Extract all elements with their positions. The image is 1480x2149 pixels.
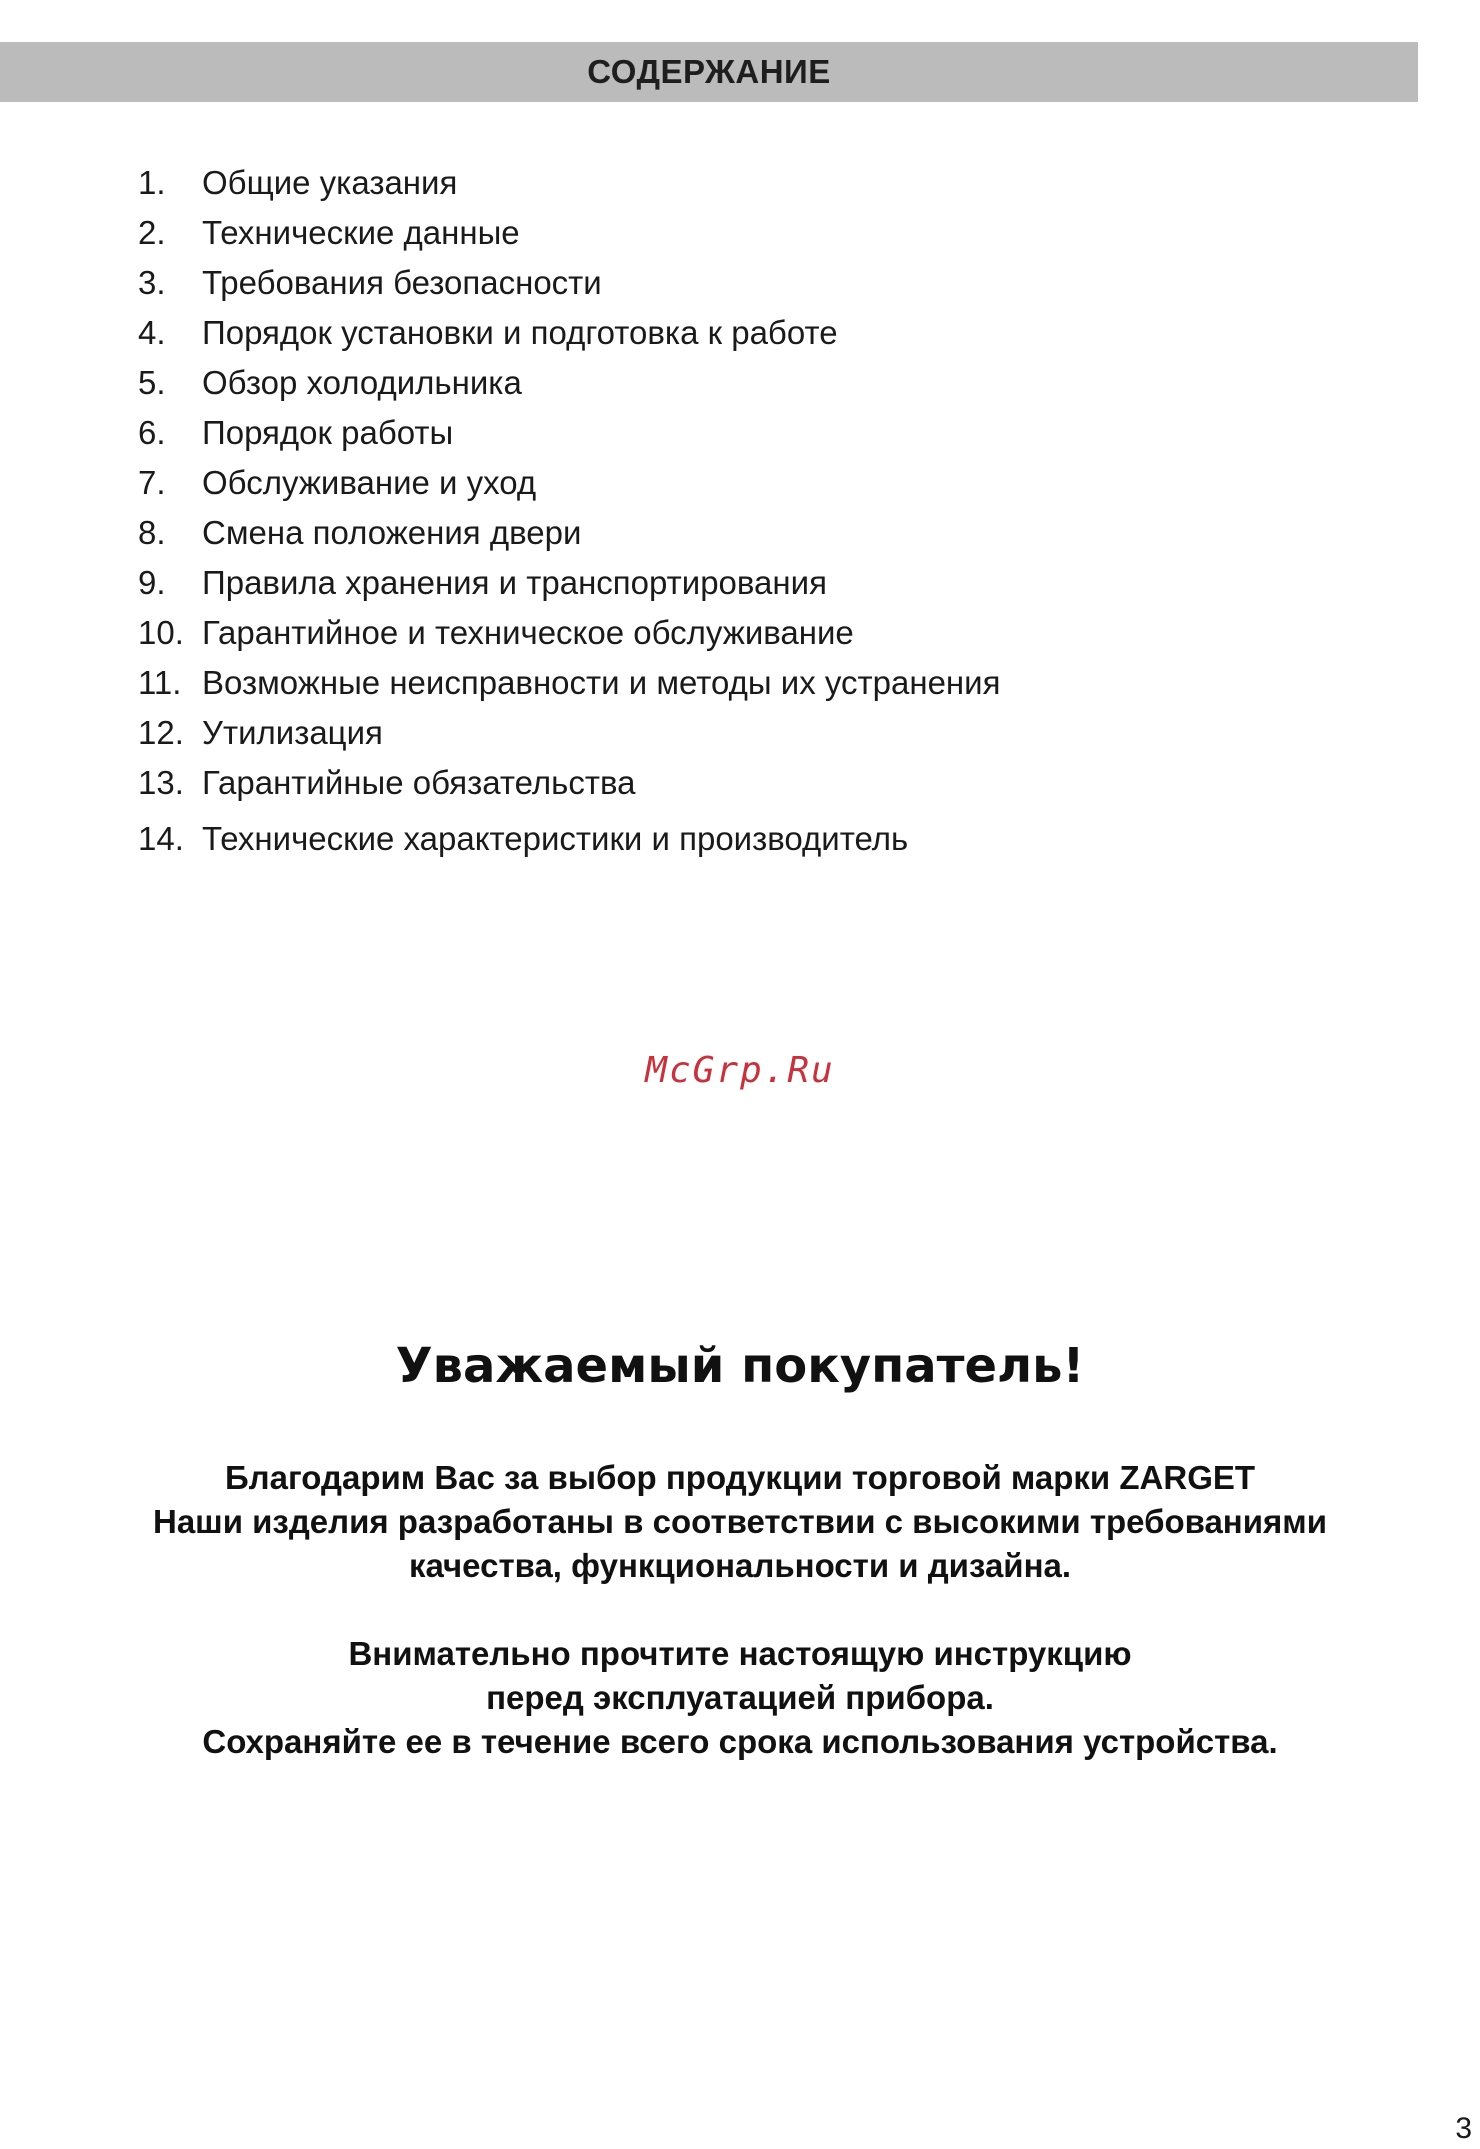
toc-item bbox=[138, 664, 1238, 714]
toc-item-text: Возможные неисправности и методы их устранения bbox=[202, 664, 1001, 701]
toc-item bbox=[138, 614, 1238, 664]
toc-item-number: 1. bbox=[138, 164, 166, 201]
page-title: СОДЕРЖАНИЕ bbox=[587, 53, 831, 90]
toc-item-text: Обслуживание и уход bbox=[202, 464, 537, 501]
toc-item-text: Технические данные bbox=[202, 214, 520, 251]
table-of-contents bbox=[138, 164, 1238, 870]
toc-item bbox=[138, 414, 1238, 464]
toc-item-text: Утилизация bbox=[202, 714, 383, 751]
toc-item bbox=[138, 514, 1238, 564]
page-number: 3 bbox=[1455, 2112, 1472, 2145]
toc-item-number: 12. bbox=[138, 714, 184, 751]
toc-item-text: Гарантийное и техническое обслуживание bbox=[202, 614, 854, 651]
toc-item-number: 14. bbox=[138, 820, 184, 857]
toc-item bbox=[138, 264, 1238, 314]
toc-item bbox=[138, 714, 1238, 764]
intro-line: Наши изделия разработаны в соответствии с высокими требованиями bbox=[153, 1503, 1327, 1540]
toc-item-number: 9. bbox=[138, 564, 166, 601]
intro-line: Сохраняйте ее в течение всего срока использования устройства. bbox=[202, 1723, 1278, 1760]
toc-item-text: Смена положения двери bbox=[202, 514, 582, 551]
toc-item bbox=[138, 564, 1238, 614]
toc-item-number: 10. bbox=[138, 614, 184, 651]
toc-item bbox=[138, 814, 1238, 870]
toc-item-text: Технические характеристики и производитель bbox=[202, 820, 909, 857]
toc-item-number: 2. bbox=[138, 214, 166, 251]
toc-item bbox=[138, 314, 1238, 364]
toc-item bbox=[138, 364, 1238, 414]
toc-item-text: Порядок работы bbox=[202, 414, 454, 451]
toc-item-text: Гарантийные обязательства bbox=[202, 764, 636, 801]
toc-item bbox=[138, 214, 1238, 264]
toc-item bbox=[138, 764, 1238, 814]
toc-item-number: 6. bbox=[138, 414, 166, 451]
toc-item-text: Правила хранения и транспортирования bbox=[202, 564, 827, 601]
intro-paragraph-thanks bbox=[0, 1456, 1480, 1588]
greeting-heading: Уважаемый покупатель! bbox=[395, 1338, 1085, 1394]
toc-item-number: 7. bbox=[138, 464, 166, 501]
toc-item bbox=[138, 464, 1238, 514]
intro-line: Благодарим Вас за выбор продукции торговой марки ZARGET bbox=[224, 1459, 1256, 1496]
toc-item-text: Требования безопасности bbox=[202, 264, 602, 301]
toc-item-text: Обзор холодильника bbox=[202, 364, 522, 401]
intro-paragraph-instructions bbox=[0, 1632, 1480, 1764]
toc-item-number: 4. bbox=[138, 314, 166, 351]
intro-line: качества, функциональности и дизайна. bbox=[408, 1547, 1072, 1584]
toc-item-number: 3. bbox=[138, 264, 166, 301]
toc-item-number: 5. bbox=[138, 364, 166, 401]
intro-line: Внимательно прочтите настоящую инструкцию bbox=[348, 1635, 1132, 1672]
watermark-text: McGrp.Ru bbox=[645, 1050, 835, 1091]
toc-item-number: 8. bbox=[138, 514, 166, 551]
toc-item-number: 11. bbox=[138, 664, 182, 701]
toc-item-number: 13. bbox=[138, 764, 184, 801]
toc-item-text: Общие указания bbox=[202, 164, 458, 201]
header-bar bbox=[0, 42, 1418, 102]
intro-line: перед эксплуатацией прибора. bbox=[486, 1679, 994, 1716]
toc-item-text: Порядок установки и подготовка к работе bbox=[202, 314, 838, 351]
toc-item bbox=[138, 164, 1238, 214]
